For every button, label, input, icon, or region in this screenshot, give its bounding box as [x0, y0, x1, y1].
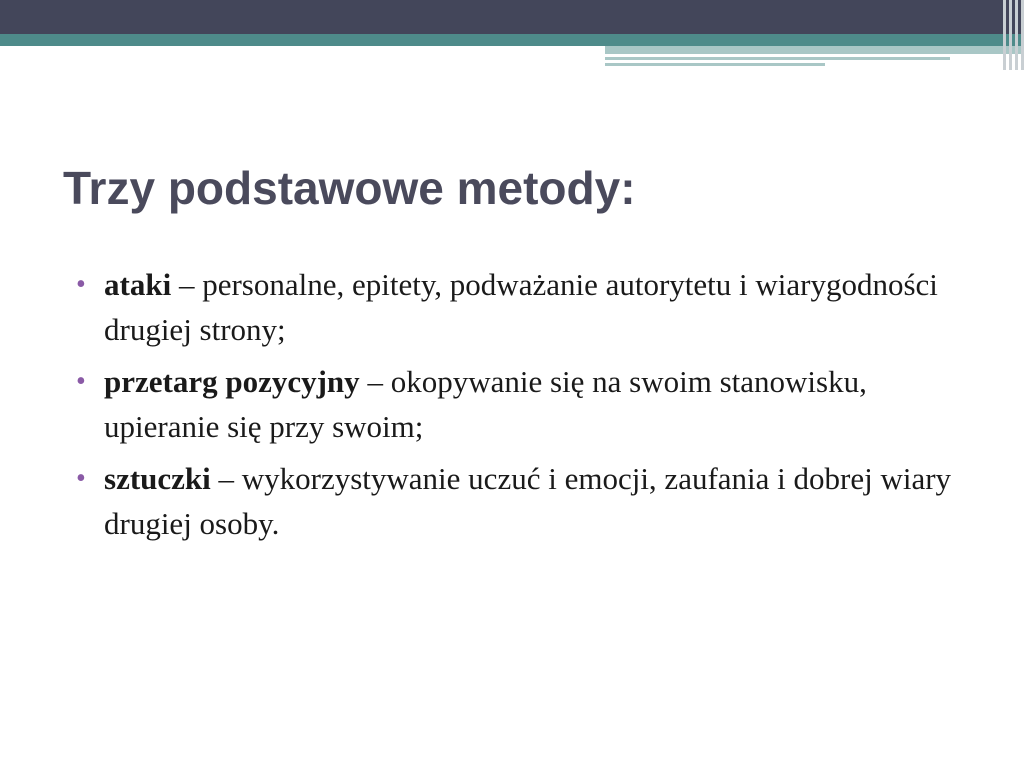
bullet-icon: • — [76, 269, 86, 300]
header-accent-line-short — [605, 63, 825, 66]
bullet-description: – wykorzystywanie uczuć i emocji, zaufania i dobrej wiary drugiej osoby. — [104, 461, 952, 541]
bullet-list — [72, 262, 972, 553]
bullet-item-sztuczki — [72, 456, 972, 546]
header-dark-band — [0, 0, 1024, 34]
corner-stripe — [1015, 0, 1018, 70]
header-teal-band — [0, 34, 1024, 46]
bullet-term: sztuczki — [104, 461, 211, 496]
bullet-description: – personalne, epitety, podważanie autorytetu i wiarygodności drugiej strony; — [104, 267, 938, 347]
corner-stripes-decoration — [994, 0, 1024, 70]
bullet-item-ataki — [72, 262, 972, 352]
bullet-description: – okopywanie się na swoim stanowisku, upieranie się przy swoim; — [104, 364, 867, 444]
bullet-term: ataki — [104, 267, 172, 302]
bullet-icon: • — [76, 463, 86, 494]
bullet-term: przetarg pozycyjny — [104, 364, 360, 399]
bullet-icon: • — [76, 366, 86, 397]
header-light-band — [605, 46, 1024, 54]
slide-title: Trzy podstawowe metody: — [63, 162, 636, 214]
corner-stripe — [1003, 0, 1006, 70]
bullet-item-przetarg-pozycyjny — [72, 359, 972, 449]
corner-stripe — [1009, 0, 1012, 70]
header-accent-line — [605, 57, 950, 60]
